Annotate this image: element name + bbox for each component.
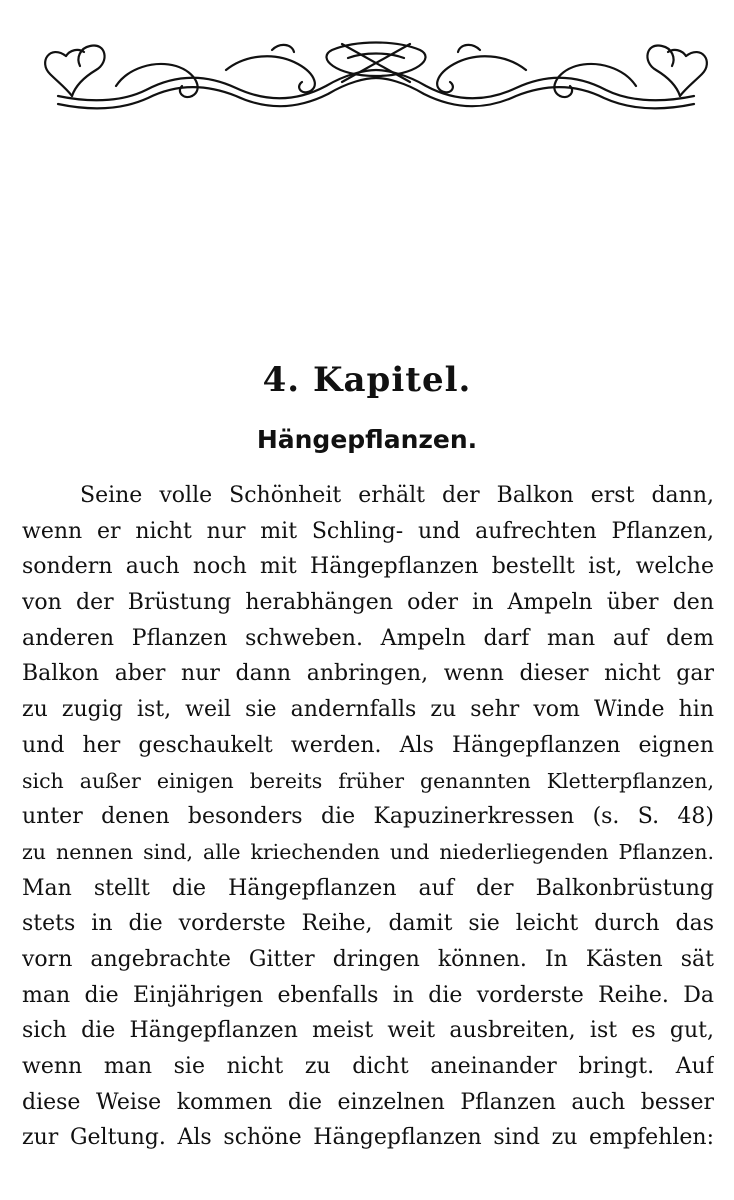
text-line: von der Brüstung herabhängen oder in Ampeln über den xyxy=(22,590,714,616)
text-line: unter denen besonders die Kapuzinerkressen (s. S. 48) xyxy=(22,804,714,830)
chapter-heading: 4. Kapitel. xyxy=(262,360,472,400)
text-line: Seine volle Schönheit erhält der Balkon erst dann, xyxy=(80,483,714,508)
text-line: diese Weise kommen die einzelnen Pflanzen auch besser xyxy=(22,1089,714,1115)
text-line: wenn man sie nicht zu dicht aneinander bringt. Auf xyxy=(22,1054,714,1079)
art-nouveau-header-ornament xyxy=(36,30,716,120)
text-line: sich die Hängepflanzen meist weit ausbreiten, ist es gut, xyxy=(22,1018,714,1044)
text-line: sondern auch noch mit Hängepflanzen bestellt ist, welche xyxy=(22,554,714,580)
text-line: vorn angebrachte Gitter dringen können. In Kästen sät xyxy=(22,946,714,972)
text-line: Man stellt die Hängepflanzen auf der Balkonbrüstung xyxy=(22,875,714,901)
text-line: und her geschaukelt werden. Als Hängepflanzen eignen xyxy=(22,732,714,758)
text-line: zu nennen sind, alle kriechenden und niederliegenden Pflanzen. xyxy=(22,839,714,864)
text-line: man die Einjährigen ebenfalls in die vorderste Reihe. Da xyxy=(22,982,714,1008)
text-line: sich außer einigen bereits früher genannten Kletterpflanzen, xyxy=(22,768,714,793)
text-line: zur Geltung. Als schöne Hängepflanzen sind zu empfehlen: xyxy=(22,1125,714,1151)
text-line: zu zugig ist, weil sie andernfalls zu sehr vom Winde hin xyxy=(22,697,714,723)
text-line: anderen Pflanzen schweben. Ampeln darf man auf dem xyxy=(22,625,714,651)
text-line: Balkon aber nur dann anbringen, wenn dieser nicht gar xyxy=(22,661,714,687)
body-text xyxy=(22,478,714,1156)
text-line: wenn er nicht nur mit Schling- und aufrechten Pflanzen, xyxy=(22,518,714,544)
chapter-subtitle: Hängepflanzen. xyxy=(256,425,478,454)
text-line: stets in die vorderste Reihe, damit sie leicht durch das xyxy=(22,911,714,937)
